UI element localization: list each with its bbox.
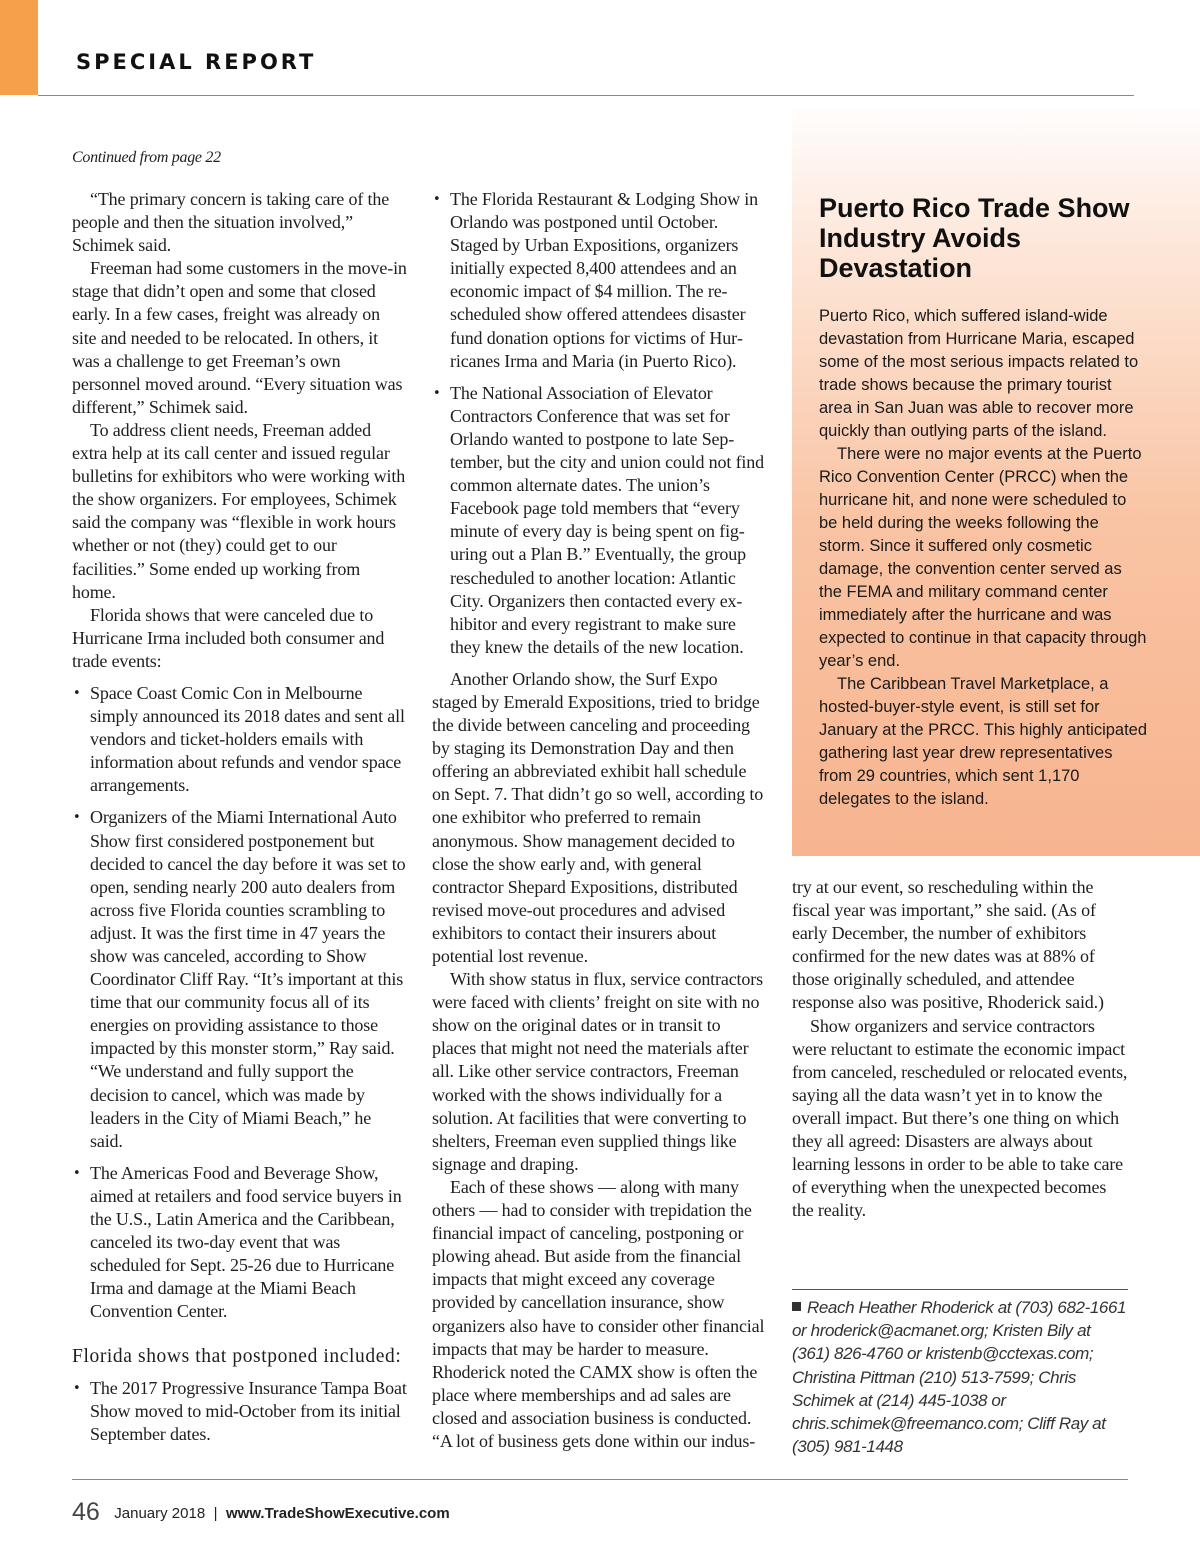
sidebar-paragraph: Puerto Rico, which suffered island-wide devastation from Hurricane Maria, escaped some of the most serious impacts related to trade shows because the primary tourist area in San Juan was able to recover more quickly than outlying parts of the island.: [819, 307, 1139, 440]
canceled-shows-list: [72, 682, 408, 1324]
list-item: • Organizers of the Miami International Auto Show first considered postponement but decided to cancel the day before it was set to open, sending nearly 200 auto dealers from across five Florida counties scrambling to adjust. It was the first time in 47 years the show was canceled, according to Show Coordinator Cliff Ray. “It’s important at this time that our community focus all of its energies on providing assistance to those impacted by this monster storm,” Ray said. “We understand and fully support the decision to cancel, which was made by leaders in the City of Miami Beach,” he said.: [72, 806, 408, 1152]
footer: [72, 1498, 450, 1527]
column-2: [432, 188, 766, 1453]
continued-note: Continued from page 22: [72, 149, 221, 166]
column-1: [72, 188, 408, 1446]
postponed-shows-list-continued: [432, 188, 766, 659]
section-color-tab: [0, 0, 38, 95]
footer-separator: |: [213, 1505, 218, 1522]
paragraph: Another Orlando show, the Surf Expo staged by Emerald Expositions, tried to bridge the divide between canceling and proceeding by staging its Demonstration Day and then offering an abbreviated exhibit hall schedule on Sept. 7. That didn’t go so well, according to one exhibitor who preferred to remain anonymous. Show management decided to close the show early and, with general contractor Shepard Expositions, distributed revised move-out procedures and advised exhibitors to contact their insurers about potential lost revenue.: [432, 668, 764, 966]
paragraph: “The primary concern is taking care of the people and then the situation involved,” Schimek said.: [72, 189, 390, 256]
paragraph: Freeman had some customers in the move-in stage that didn’t open and some that closed early. In a few cases, freight was already on site and needed to be relocated. In others, it was a challenge to get Freeman’s own personnel moved around. “Every situation was different,” Schimek said.: [72, 258, 407, 417]
page-number: 46: [72, 1498, 100, 1526]
list-item: • The 2017 Progressive Insurance Tampa Boat Show moved to mid-October from its initial September dates.: [72, 1377, 408, 1446]
list-item: • The Florida Restaurant & Lodging Show in Orlando was postponed until October. Staged by Urban Expositions, organizers initially expected 8,400 attendees and an economic impact of $4 million. The rescheduled show offered attendees disaster fund donation options for victims of Hurricanes Irma and Maria (in Puerto Rico).: [432, 188, 766, 373]
sidebar-body: [819, 305, 1149, 811]
subheading: Florida shows that postponed included:: [72, 1345, 402, 1367]
contact-info: [792, 1296, 1128, 1458]
header-rule: [38, 95, 1134, 96]
list-item: • The National Association of Elevator Contractors Conference that was set for Orlando wanted to postpone to late September, but the city and union could not find common alternate dates. The union’s Facebook page told members that “every minute of every day is being spent on figuring out a Plan B.” Eventually, the group rescheduled to another location: Atlantic City. Organizers then contacted every exhibitor and every registrant to make sure they knew the details of the new location.: [432, 382, 766, 659]
paragraph: To address client needs, Freeman added extra help at its call center and issued regular bulletins for exhibitors who were working with the show organizers. For employees, Schimek said the company was “flexible in work hours whether or not (they) could get to our facilities.” Some ended up working from home.: [72, 419, 406, 602]
paragraph: With show status in flux, service contractors were faced with clients’ freight on site with no show on the original dates or in transit to places that might not need the materials after all. Like other service contractors, Freeman worked with the shows individually for a solution. At facilities that were converting to shelters, Freeman even supplied things like signage and draping.: [432, 969, 763, 1174]
footer-rule: [72, 1479, 1128, 1480]
sidebar-paragraph: The Caribbean Travel Marketplace, a hosted-buyer-style event, is still set for January at the PRCC. This highly anticipated gathering last year drew representatives from 29 countries, which sent 1,170 delegates to the island.: [819, 675, 1148, 808]
issue-date: January 2018: [114, 1505, 206, 1522]
paragraph: Each of these shows — along with many others — had to consider with trepidation the financial impact of canceling, postponing or plowing ahead. But aside from the financial impacts that might exceed any coverage provided by cancellation insurance, show organizers also have to consider other financial impacts that may be harder to measure. Rhoderick noted the CAMX show is often the place where memberships and ad sales are closed and association business is conducted. “A lot of business gets done within our indus-: [432, 1176, 765, 1451]
square-bullet-icon: [792, 1302, 801, 1311]
website-link[interactable]: www.TradeShowExecutive.com: [225, 1505, 450, 1522]
sidebar-paragraph: There were no major events at the Puerto Rico Convention Center (PRCC) when the hurricane hit, and none were scheduled to be held during the weeks following the storm. Since it suffered only cosmetic damage, the convention center served as the FEMA and military command center immediately after the hurricane and was expected to continue in that capacity through year’s end.: [819, 445, 1147, 670]
sidebar-title: Puerto Rico Trade Show Industry Avoids Devastation: [819, 193, 1130, 283]
contact-rule: [792, 1289, 1128, 1290]
paragraph: Show organizers and service contractors were reluctant to estimate the economic impact from canceled, rescheduled or relocated events, saying all the data wasn’t yet in to know the overall impact. But there’s one thing on which they all agreed: Disasters are always about learning lessons in order to be able to take care of everything when the unexpected becomes the reality.: [792, 1015, 1128, 1221]
column-3: [792, 876, 1128, 1222]
paragraph: try at our event, so rescheduling within the fiscal year was important,” she said. (As of early December, the number of exhibitors confirmed for the new dates was at 88% of those originally scheduled, and attendee response also was positive, Rhoderick said.): [792, 877, 1104, 1013]
list-item: • The Americas Food and Beverage Show, aimed at retailers and food service buyers in the U.S., Latin America and the Caribbean, canceled its two-day event that was scheduled for Sept. 25-26 due to Hurricane Irma and damage at the Miami Beach Convention Center.: [72, 1162, 408, 1324]
paragraph: Florida shows that were canceled due to Hurricane Irma included both consumer and trade events:: [72, 604, 385, 671]
postponed-shows-list: [72, 1377, 408, 1446]
list-item: • Space Coast Comic Con in Melbourne simply announced its 2018 dates and sent all vendors and ticket-holders emails with information about refunds and vendor space arrangements.: [72, 682, 408, 797]
contact-text: Reach Heather Rhoderick at (703) 682-1661 or hroderick@acmanet.org; Kristen Bily at (361) 826-4760 or kristenb@cctexas.com; Christina Pittman (210) 513-7599; Chris Schimek at (214) 445-1038 or chris.schimek@freemanco.com; Cliff Ray at (305) 981-1448: [792, 1298, 1127, 1457]
section-header: SPECIAL REPORT: [76, 50, 317, 74]
